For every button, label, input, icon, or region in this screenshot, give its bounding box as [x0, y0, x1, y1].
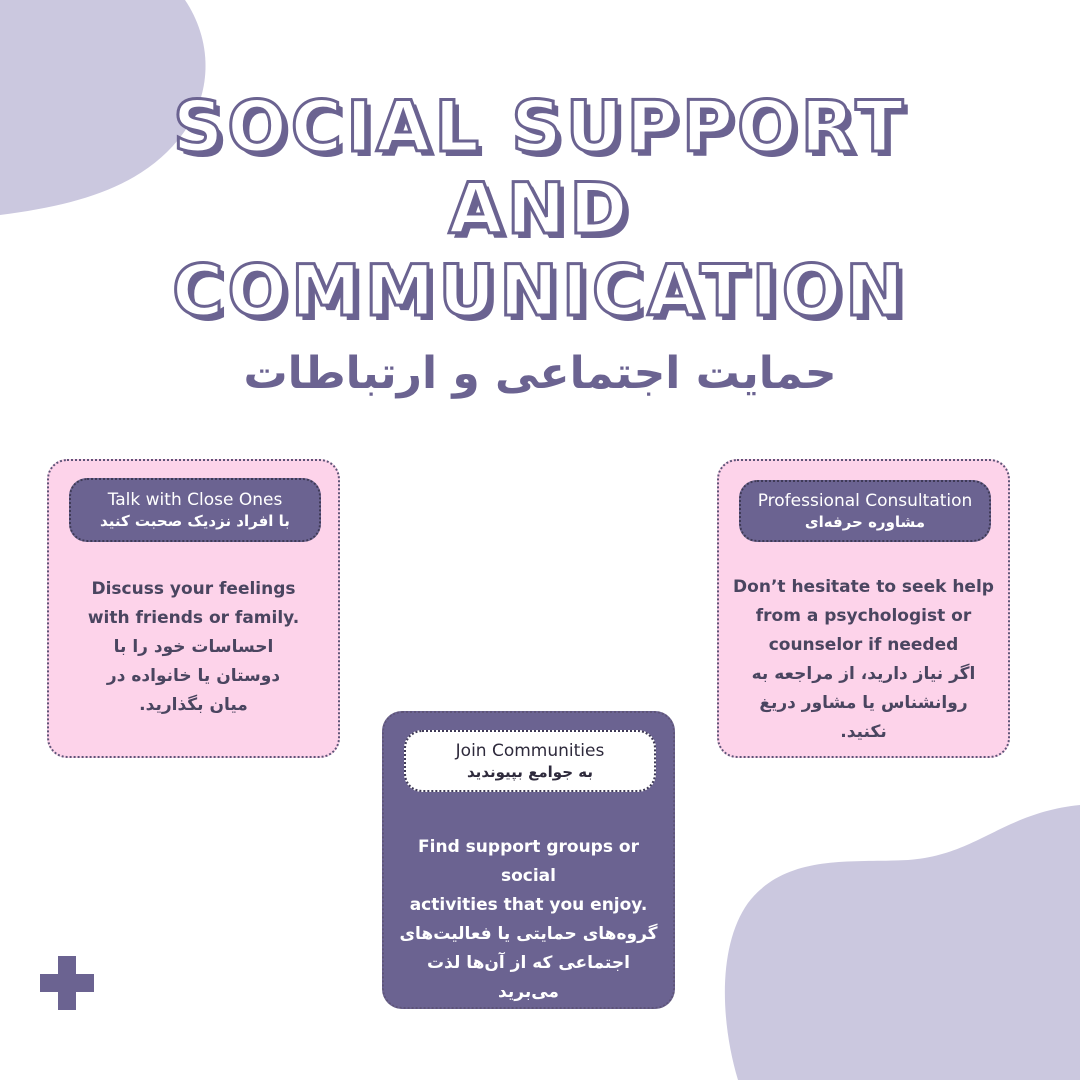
card-header-professional	[739, 480, 991, 542]
card-title-en: Talk with Close Ones	[107, 489, 283, 510]
body-en-line: activities that you enjoy.	[409, 895, 648, 915]
body-fa-line: روانشناس یا مشاور دریغ	[759, 693, 968, 713]
body-fa-line: گروه‌های حمایتی یا فعالیت‌های	[399, 924, 658, 944]
body-en-line: counselor if needed	[768, 635, 959, 655]
body-fa-line: نکنید.	[840, 722, 887, 742]
card-header-join	[404, 730, 656, 792]
body-en-line: Discuss your feelings	[91, 579, 296, 599]
bottom-right-blob	[720, 805, 1080, 1080]
card-title-fa: با افراد نزدیک صحبت کنید	[100, 511, 290, 530]
title-line-2: AND	[448, 168, 632, 250]
body-en-line: with friends or family.	[87, 608, 300, 628]
card-title-en: Professional Consultation	[757, 490, 973, 511]
title-line-3: COMMUNICATION	[172, 250, 908, 332]
card-join-communities	[382, 711, 675, 1031]
body-en-line: Don’t hesitate to seek help	[733, 577, 994, 597]
card-body	[49, 575, 338, 720]
card-title-fa: به جوامع بپیوندید	[467, 762, 593, 781]
body-fa-line: اجتماعی که از آن‌ها لذت می‌برید	[427, 953, 630, 1002]
card-professional-consultation	[717, 459, 1010, 758]
subtitle-persian: حمایت اجتماعی و ارتباطات	[243, 348, 837, 399]
body-en-line: Find support groups or social	[418, 837, 639, 886]
body-fa-line: دوستان یا خانواده در	[106, 666, 281, 686]
card-talk-close-ones	[47, 459, 340, 758]
card-title-fa: مشاوره حرفه‌ای	[804, 512, 926, 531]
body-fa-line: اگر نیاز دارید، از مراجعه به	[751, 664, 976, 684]
plus-icon	[40, 956, 94, 1010]
body-fa-line: احساسات خود را با	[113, 637, 274, 657]
title-line-1: SOCIAL SUPPORT	[172, 86, 908, 168]
card-body	[719, 573, 1008, 747]
body-fa-line: را پیدا کنید.	[480, 1011, 577, 1031]
body-en-line: from a psychologist or	[755, 606, 972, 626]
card-header-talk	[69, 478, 321, 542]
card-title-en: Join Communities	[455, 740, 605, 761]
card-body	[384, 833, 673, 1036]
body-fa-line: میان بگذارید.	[139, 695, 248, 715]
